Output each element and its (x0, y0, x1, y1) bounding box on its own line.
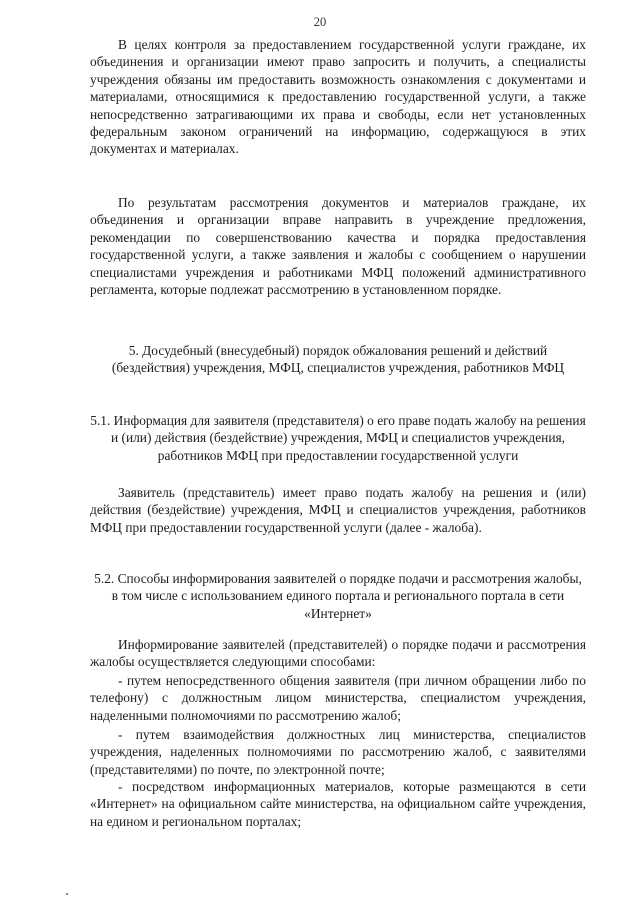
section-5-2-intro: Информирование заявителей (представителей) о порядке подачи и рассмотрения жалобы осуществляется следующими способами: (90, 637, 586, 670)
section-5-heading: 5. Досудебный (внесудебный) порядок обжалования решений и действий (бездействия) учреждения, МФЦ, специалистов учреждения, работников МФЦ (111, 343, 565, 376)
page-number: 20 (313, 15, 327, 29)
list-item: - путем взаимодействия должностных лиц министерства, специалистов учреждения, наделенных полномочиями по рассмотрению жалоб, с заявителями (представителями) по почте, по электронной почте; (90, 727, 586, 777)
scan-speck (66, 893, 68, 895)
list-item: - путем непосредственного общения заявителя (при личном обращении либо по телефону) с должностным лицом министерства, специалистом учреждения, наделенными полномочиями по рассмотрению жалоб; (90, 673, 586, 723)
section-5-1-text: Заявитель (представитель) имеет право подать жалобу на решения и (или) действия (бездействие) учреждения, МФЦ и специалистов учреждения, работников МФЦ при предоставлении государственной услуги (далее - жалоба). (90, 485, 586, 535)
list-item: - посредством информационных материалов, которые размещаются в сети «Интернет» на официальном сайте министерства, на официальном сайте учреждения, на едином и региональном порталах; (90, 779, 586, 829)
section-5-1-heading: 5.1. Информация для заявителя (представителя) о его праве подать жалобу на решения и (или) действия (бездействие) учреждения, МФЦ и специалистов учреждения, работников МФЦ при предоставлении государственной услуги (90, 413, 586, 463)
section-5-2-heading: 5.2. Способы информирования заявителей о порядке подачи и рассмотрения жалобы, в том числе с использованием единого портала и регионального портала в сети «Интернет» (94, 571, 582, 621)
paragraph-control: В целях контроля за предоставлением государственной услуги граждане, их объединения и организации имеют право запросить и получить, а специалисты учреждения обязаны им предоставить возможность ознакомления с документами и материалами, относящимися к предоставлению государственной услуги, а также непосредственно затрагивающими их права и свободы, если нет установленных федеральным законом ограничений на информацию, содержащуюся в этих документах и материалах. (90, 37, 586, 157)
paragraph-results: По результатам рассмотрения документов и материалов граждане, их объединения и организации вправе направить в учреждение предложения, рекомендации по совершенствованию качества и порядка предоставления государственной услуги, а также заявления и жалобы с сообщением о нарушении специалистами учреждения и работниками МФЦ положений административного регламента, которые подлежат рассмотрению в установленном порядке. (90, 195, 586, 298)
